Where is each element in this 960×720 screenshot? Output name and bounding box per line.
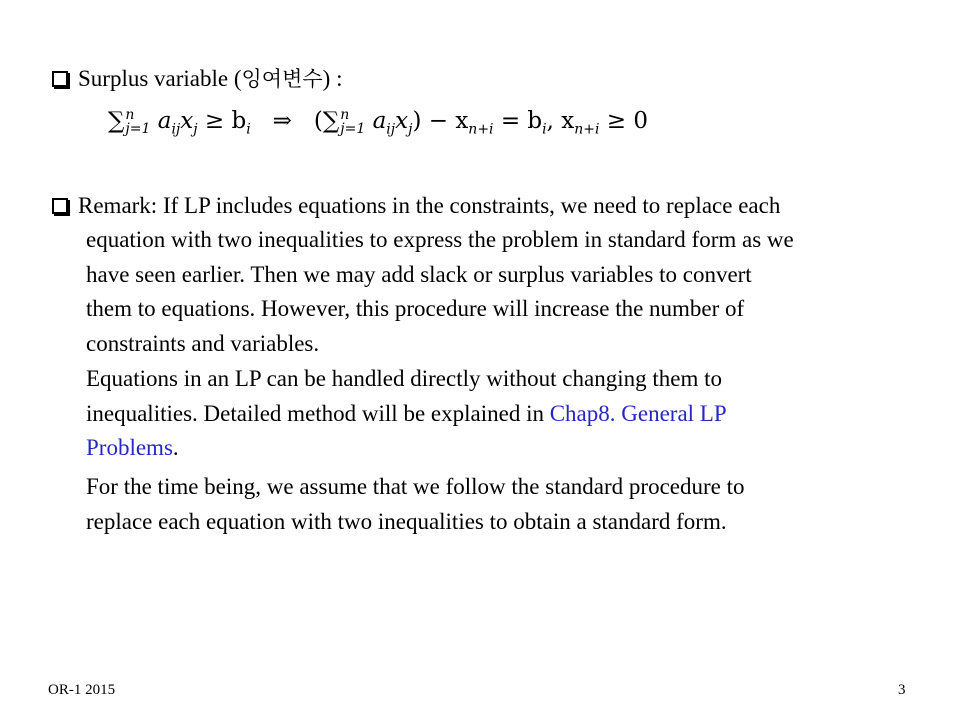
surplus-bullet-line [52, 62, 342, 96]
square-bullet-icon [52, 198, 68, 214]
square-bullet-icon [52, 71, 68, 87]
para2-line-2: inequalities. Detailed method will be explained in Chap8. General LP [86, 400, 727, 426]
sum-symbol-1: ∑n j=1 [108, 107, 151, 137]
remark-line-2: equation with two inequalities to express the problem in standard form as we [86, 227, 794, 252]
para2-line-1: Equations in an LP can be handled directly without changing them to [86, 366, 722, 391]
chap8-link[interactable]: Chap8. General LP [549, 400, 727, 426]
para3-line-1: For the time being, we assume that we follow the standard procedure to [86, 474, 745, 499]
sum-symbol-2: ∑n j=1 [322, 107, 366, 137]
remark-bullet-line [52, 189, 780, 223]
surplus-formula: ∑n j=1 $a_{ij}x_j \ge b_i$ ⇒ (∑n j=1 $a_{ij}x_j) - x_{n+i} = b_i$, $x_{n+i} \ge 0$ [108, 104, 648, 147]
remark-paragraph [86, 223, 916, 361]
page-number: 3 [898, 682, 906, 698]
remark-line-5: constraints and variables. [86, 330, 320, 356]
chap8-link-continued[interactable]: Problems [86, 435, 173, 460]
surplus-korean: 잉여변수 [241, 67, 323, 91]
surplus-tail: ) : [322, 66, 343, 91]
para2-line-3: Problems. [86, 435, 179, 460]
remark-line-1: Remark: If LP includes equations in the constraints, we need to replace each [78, 193, 781, 218]
implies-arrow: ⇒ [272, 108, 292, 134]
surplus-label: Surplus variable ( [78, 66, 242, 91]
footer-course: OR-1 2015 [48, 682, 116, 698]
equations-paragraph [86, 362, 916, 466]
remark-line-3: have seen earlier. Then we may add slack or surplus variables to convert [86, 261, 752, 287]
para3-line-2: replace each equation with two inequalities to obtain a standard form. [86, 508, 727, 534]
remark-line-4: them to equations. However, this procedure will increase the number of [86, 296, 745, 321]
standard-procedure-paragraph [86, 470, 916, 539]
